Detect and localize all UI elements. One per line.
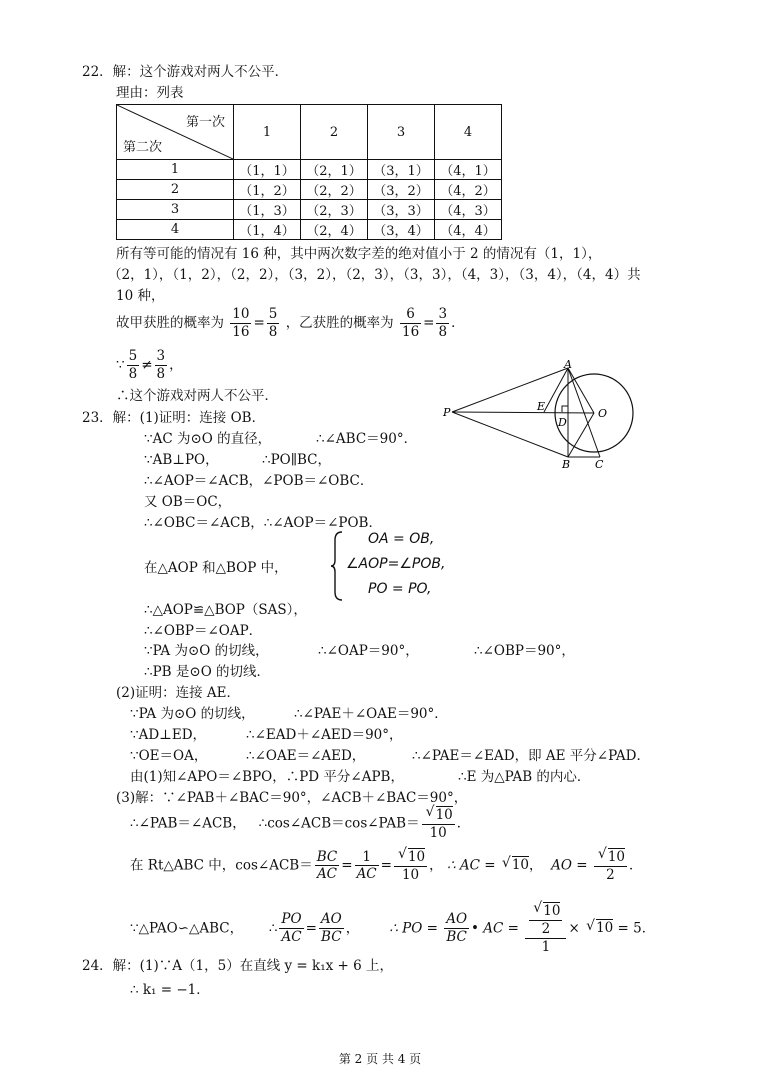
q23-p3-head: (3)解：∵∠PAB＋∠BAC＝90°，∠ACB＋∠BAC＝90°， — [116, 790, 468, 806]
cell: （1，2） — [234, 180, 301, 200]
page-footer: 第 2 页 共 4 页 — [338, 1052, 422, 1066]
segment-pb — [452, 412, 568, 457]
q23-p2l2b: ∴∠EAD＋∠AED＝90°， — [246, 727, 403, 743]
outcome-table — [116, 104, 502, 240]
cell: （4，4） — [435, 220, 502, 240]
right-angle-mark — [562, 406, 568, 412]
cell: （4，2） — [435, 180, 502, 200]
q23-l9a: ∵PA 为⊙O 的切线， — [144, 643, 269, 659]
segment-po — [452, 412, 594, 413]
fraction: $\frac{BC}{AC}$ — [316, 848, 338, 883]
q22-line3: 10 种， — [116, 288, 165, 304]
cell: （1，4） — [234, 220, 301, 240]
geometry-figure — [440, 360, 640, 470]
system-eq-1: OA = OB, — [368, 531, 435, 547]
table-row — [117, 200, 502, 220]
cell: （2，2） — [301, 180, 368, 200]
q23-p2l3b: ∴∠OAE＝∠AED， — [246, 748, 366, 764]
table-row — [117, 220, 502, 240]
fraction: $\frac{10}{16}$ — [232, 306, 250, 340]
cell: （3，2） — [368, 180, 435, 200]
fraction: $\frac{AO}{BC}$ — [446, 911, 468, 946]
corner-second: 第二次 — [123, 140, 163, 155]
table-corner — [117, 105, 234, 160]
q23-p2l1a: ∵PA 为⊙O 的切线， — [130, 706, 255, 722]
fraction: $\frac{3}{8}$ — [156, 348, 166, 382]
fraction: √ $\frac{10}{10}$ — [394, 848, 427, 884]
q23-p2l2a: ∵AD⊥ED， — [130, 727, 207, 743]
q23-p3l3: ∵△PAO∽△ABC， ∴ $\frac{PO}{AC}$ = $\frac{AO}{BC}$ ， ∴ PO = $\frac{AO}{BC}$ • AC = √ $\frac{\frac{10}{2}}{1}$ × √ 10 = 5． — [130, 902, 655, 956]
q23-p2l4a: 由(1)知∠APO＝∠BPO，∴PD 平分∠APB， — [130, 769, 404, 785]
q23-l4: 又 OB＝OC， — [144, 494, 232, 510]
cell: （3，3） — [368, 200, 435, 220]
cell: （2，3） — [301, 200, 368, 220]
row-label: 3 — [117, 200, 234, 220]
q23-p2l1b: ∴∠PAE＋∠OAE＝90°． — [294, 706, 448, 722]
label-b: B — [562, 458, 571, 470]
q23-l1a: ∵AC 为⊙O 的直径， — [144, 431, 272, 447]
q22-neq: ∵ $\frac{5}{8}$ ≠ $\frac{3}{8}$ ， — [116, 348, 183, 382]
q23-l2b: ∴PO∥BC， — [262, 452, 331, 468]
q23-l8: ∴∠OBP＝∠OAP． — [144, 623, 263, 639]
col-header: 3 — [368, 105, 435, 160]
q23-l2a: ∵AB⊥PO， — [144, 452, 219, 468]
row-label: 4 — [117, 220, 234, 240]
cell: （3，4） — [368, 220, 435, 240]
system-eq-2: ∠AOP=∠POB, — [346, 556, 446, 572]
label-o: O — [598, 407, 608, 420]
q23-l9b: ∴∠OAP＝90°， — [318, 643, 419, 659]
q23-p2l3a: ∵OE＝OA， — [130, 748, 208, 764]
q22-prob-line: 故甲获胜的概率为 $\frac{10}{16}$ = $\frac{5}{8}$ ，乙获胜的概率为 $\frac{6}{16}$ = $\frac{3}{8}$ ． — [116, 306, 465, 340]
col-header: 1 — [234, 105, 301, 160]
q23-p2-head: (2)证明：连接 AE． — [116, 685, 241, 701]
label-e: E — [537, 400, 546, 413]
cell: （4，3） — [435, 200, 502, 220]
q22-line1: 所有等可能的情况有 16 种，其中两次数字差的绝对值小于 2 的情况有（1，1）， — [116, 246, 602, 262]
q22-conclusion: ∴这个游戏对两人不公平． — [116, 388, 278, 404]
q23-l10: ∴PB 是⊙O 的切线． — [144, 664, 271, 680]
table-row — [117, 160, 502, 180]
fraction: √ $\frac{10}{2}$ — [594, 848, 627, 884]
q23-l3: ∴∠AOP＝∠ACB，∠POB＝∠OBC． — [144, 473, 374, 489]
label-p: P — [443, 406, 451, 419]
cell: （3，1） — [368, 160, 435, 180]
segment-pa — [452, 368, 568, 412]
q23-l6: 在△AOP 和△BOP 中， — [144, 560, 288, 576]
corner-first: 第一次 — [185, 115, 225, 130]
fraction: √ $\frac{10}{10}$ — [422, 806, 455, 842]
label-c: C — [595, 458, 604, 470]
q23-p3l2: 在 Rt△ABC 中，cos∠ACB＝ $\frac{BC}{AC}$ = $\frac{1}{AC}$ = √ $\frac{10}{10}$ ， ∴ AC = √ 10， AO = √ $\frac{10}{2}$ ． — [130, 848, 643, 884]
fraction: $\frac{AO}{BC}$ — [320, 911, 342, 946]
q22-reason: 理由：列表 — [116, 85, 184, 101]
fraction: $\frac{1}{AC}$ — [356, 848, 377, 883]
row-label: 2 — [117, 180, 234, 200]
cell: （1，1） — [234, 160, 301, 180]
q23-l9c: ∴∠OBP＝90°， — [474, 643, 575, 659]
cell: （4，1） — [435, 160, 502, 180]
q23-p2l3c: ∴∠PAE＝∠EAD，即 AE 平分∠PAD． — [412, 748, 651, 764]
q23-l7: ∴△AOP≌△BOP（SAS）， — [144, 602, 307, 618]
q24-l1: ∴ k₁ = −1． — [130, 982, 210, 998]
prob-b-label: ，乙获胜的概率为 — [285, 314, 394, 331]
fraction: $\frac{6}{16}$ — [401, 306, 420, 340]
cell: （1，3） — [234, 200, 301, 220]
fraction: $\frac{5}{8}$ — [268, 306, 278, 340]
q23-p3l1: ∴∠PAB＝∠ACB， ∴cos∠ACB＝cos∠PAB＝ √ $\frac{10}{10}$ ． — [130, 806, 470, 842]
q23-head: 23．解：(1)证明：连接 OB． — [82, 410, 266, 426]
fraction: $\frac{PO}{AC}$ — [281, 911, 302, 946]
cell: （2，1） — [301, 160, 368, 180]
label-a: A — [564, 360, 572, 371]
q23-l1b: ∴∠ABC＝90°． — [316, 431, 418, 447]
cell: （2，4） — [301, 220, 368, 240]
table-row — [117, 180, 502, 200]
col-header: 2 — [301, 105, 368, 160]
q24-head: 24．解：(1)∵A（1，5）在直线 y = k₁x + 6 上， — [82, 958, 394, 974]
q23-p2l4b: ∴E 为△PAB 的内心． — [458, 769, 591, 785]
q22-line2: （2，1），（1，2），（2，2），（3，2），（2，3），（3，3），（4，3），（3，4），（4，4）共 — [108, 267, 641, 283]
fraction: √ $\frac{\frac{10}{2}}{1}$ — [525, 902, 566, 956]
prob-a-label: 故甲获胜的概率为 — [116, 314, 224, 331]
fraction: $\frac{3}{8}$ — [438, 306, 448, 340]
brace — [330, 530, 344, 602]
col-header: 4 — [435, 105, 502, 160]
system-eq-3: PO = PO, — [368, 581, 432, 597]
label-d: D — [558, 416, 567, 429]
fraction: $\frac{5}{8}$ — [128, 348, 138, 382]
row-label: 1 — [117, 160, 234, 180]
q22-head: 22．解：这个游戏对两人不公平． — [82, 64, 289, 80]
q23-l5: ∴∠OBC＝∠ACB，∴∠AOP＝∠POB． — [144, 515, 382, 531]
